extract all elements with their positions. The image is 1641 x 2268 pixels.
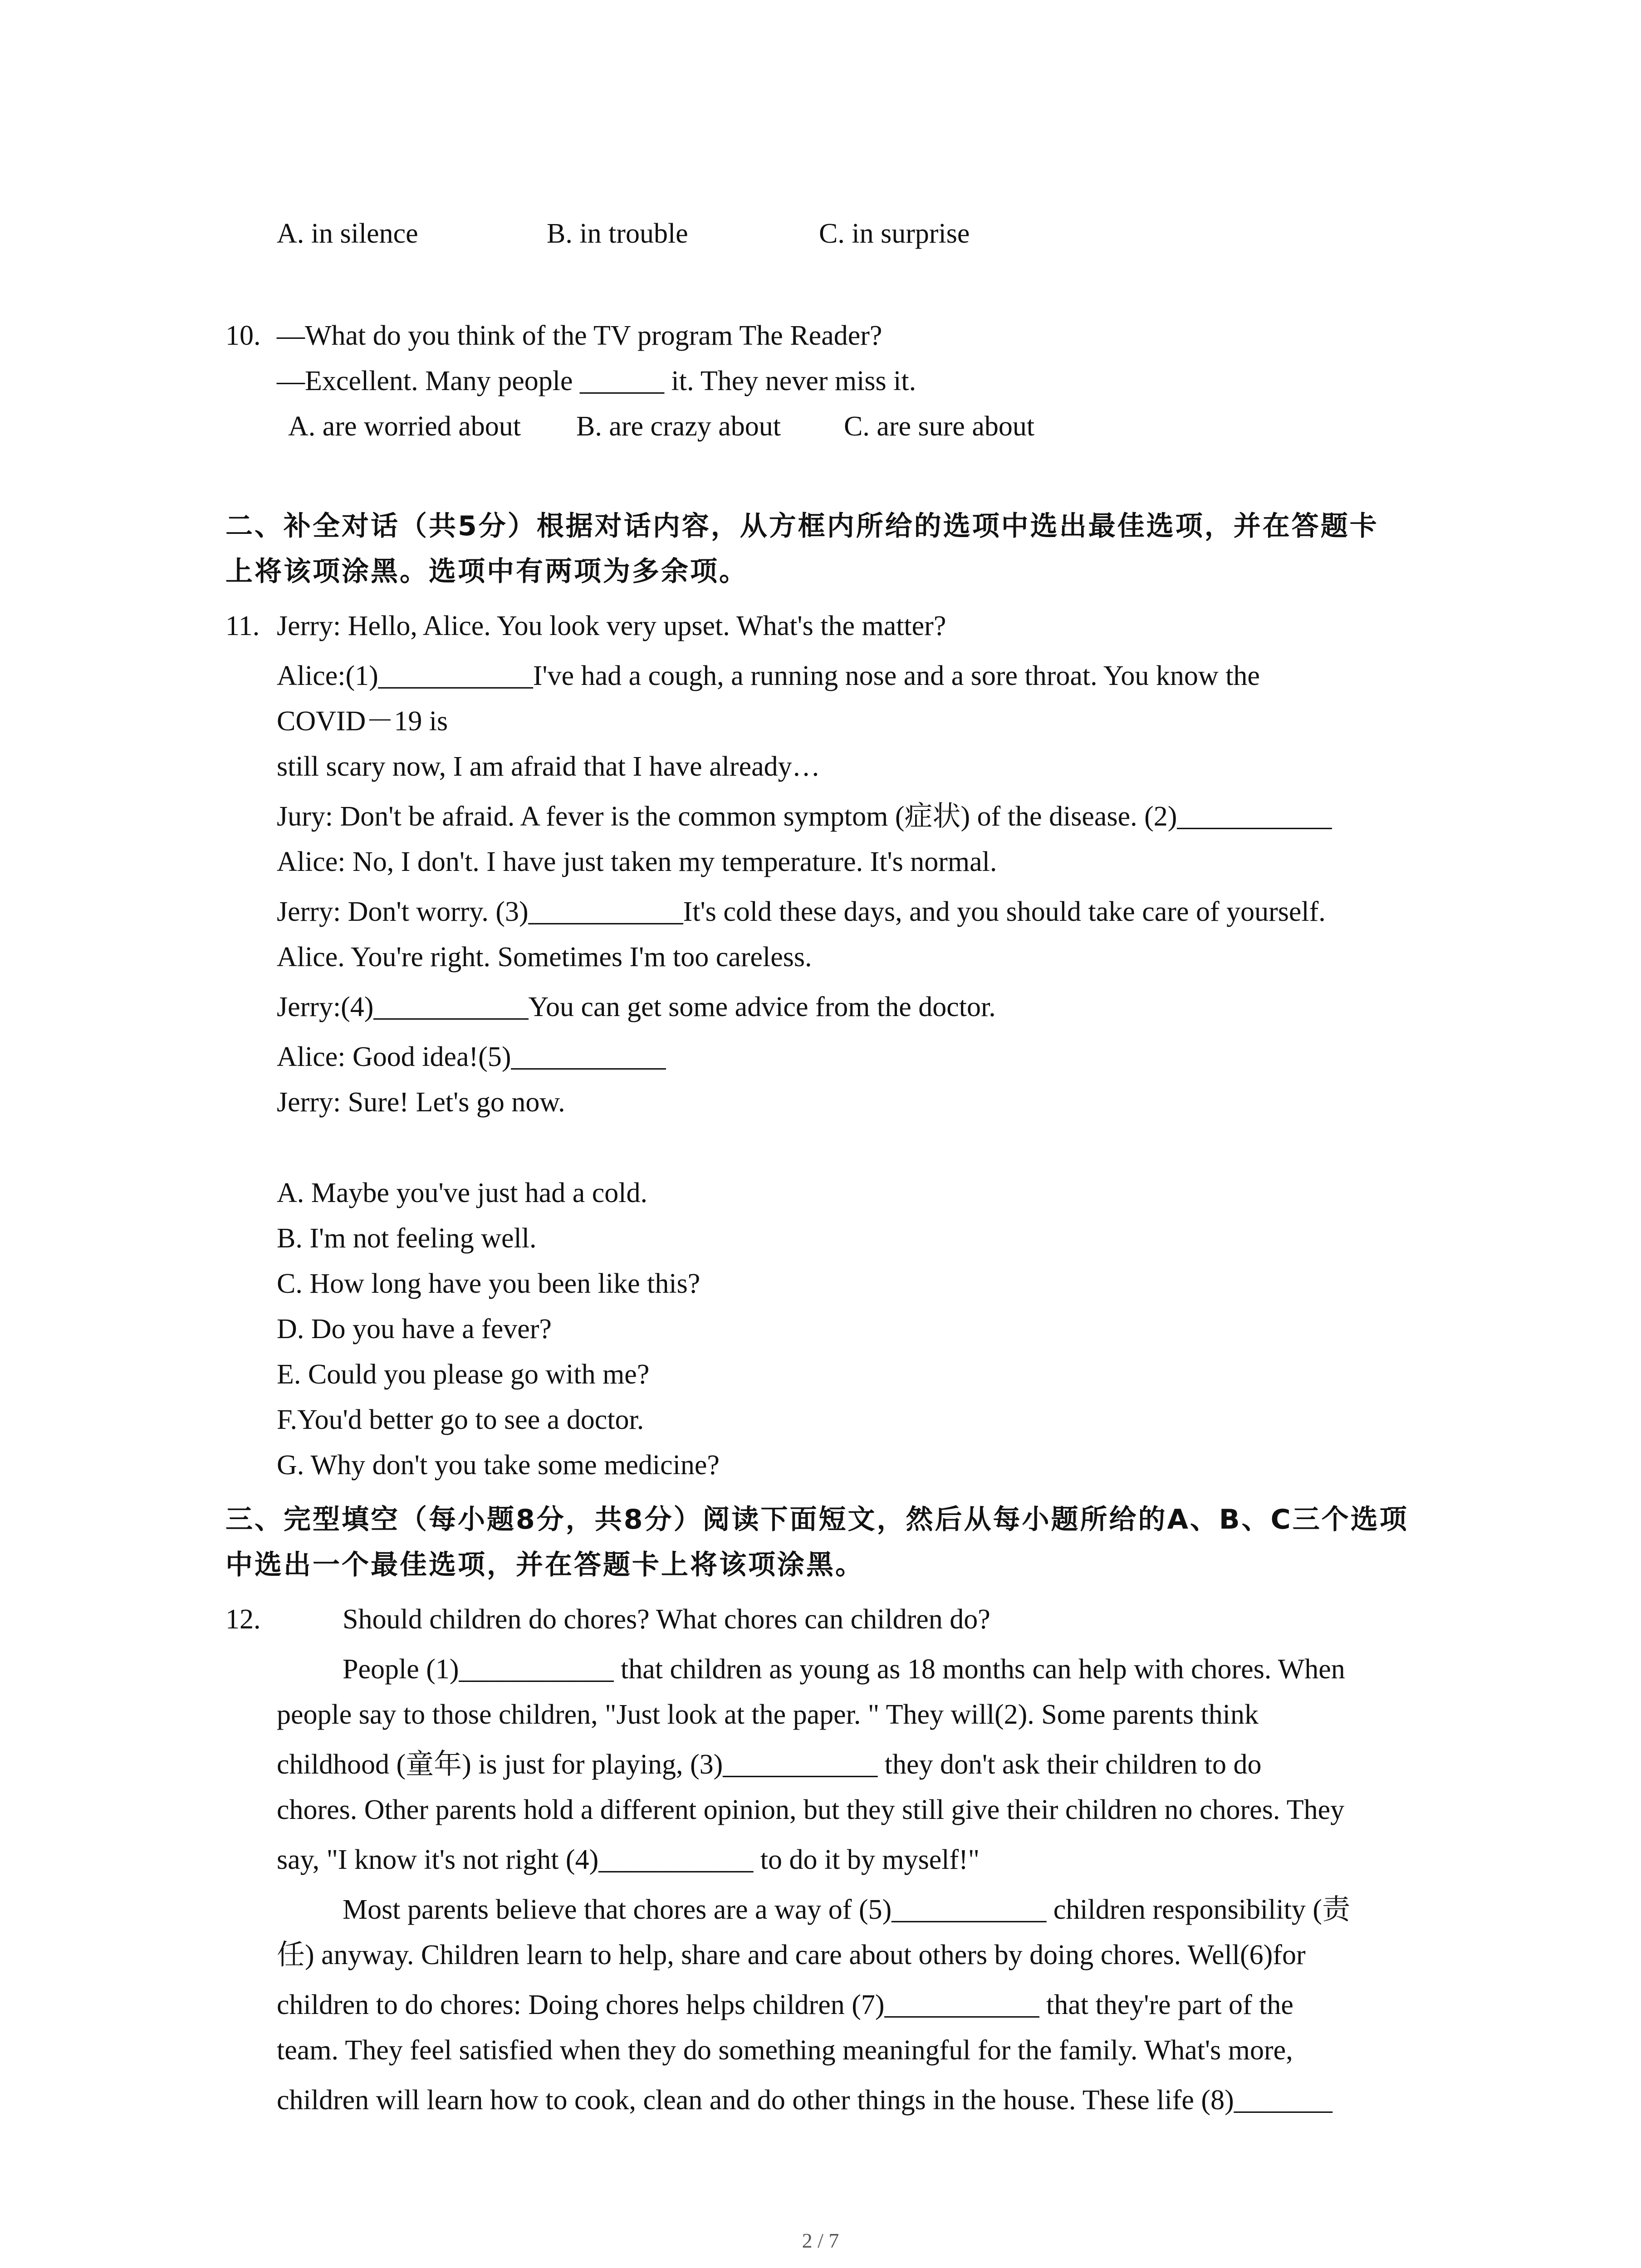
q11-dialogue-line: COVID－19 is <box>277 706 448 737</box>
q11-choice-d: D. Do you have a fever? <box>277 1314 552 1344</box>
q12-passage-line: children to do chores: Doing chores helps children (7)___________ that they're part of the <box>277 1989 1293 2020</box>
q11-dialogue-line: Jerry: Don't worry. (3)___________It's cold these days, and you should take care of yourself. <box>277 896 1326 927</box>
q11-dialogue-line: Alice:(1)___________I've had a cough, a running nose and a sore throat. You know the <box>277 660 1260 691</box>
q12-passage-line: children will learn how to cook, clean and do other things in the house. These life (8)_______ <box>277 2085 1332 2116</box>
q12-title: Should children do chores? What chores can children do? <box>343 1604 990 1635</box>
q11-choice-e: E. Could you please go with me? <box>277 1359 650 1390</box>
q11-dialogue-line: Jury: Don't be afraid. A fever is the common symptom (症状) of the disease. (2)___________ <box>277 801 1332 832</box>
q12-passage-line: childhood (童年) is just for playing, (3)___________ they don't ask their children to do <box>277 1749 1262 1780</box>
page-number: 2 / 7 <box>802 2229 839 2252</box>
q9-option-a: A. in silence <box>277 218 418 249</box>
q11-dialogue-line: Alice: No, I don't. I have just taken my temperature. It's normal. <box>277 846 997 877</box>
q12-passage-line: Most parents believe that chores are a way of (5)___________ children responsibility (责 <box>343 1894 1351 1925</box>
q12-passage-line: say, "I know it's not right (4)___________ to do it by myself!" <box>277 1844 980 1875</box>
q10-line-2: —Excellent. Many people ______ it. They never miss it. <box>277 366 916 396</box>
q11-dialogue-line: Jerry: Hello, Alice. You look very upset. What's the matter? <box>277 611 946 641</box>
section3-heading-line-2: 中选出一个最佳选项，并在答题卡上将该项涂黑。 <box>225 1549 864 1581</box>
section2-heading-line-1: 二、补全对话（共5分）根据对话内容，从方框内所给的选项中选出最佳选项，并在答题卡 <box>225 510 1379 542</box>
q11-dialogue-line: Alice. You're right. Sometimes I'm too careless. <box>277 942 812 973</box>
q10-option-a: A. are worried about <box>288 411 521 442</box>
q9-option-b: B. in trouble <box>547 218 688 249</box>
q10-line-1: —What do you think of the TV program The Reader? <box>277 320 882 351</box>
q11-choice-a: A. Maybe you've just had a cold. <box>277 1178 647 1208</box>
q11-choice-c: C. How long have you been like this? <box>277 1268 700 1299</box>
q11-choice-b: B. I'm not feeling well. <box>277 1223 537 1254</box>
q12-passage-line: people say to those children, "Just look at the paper. " They will(2). Some parents think <box>277 1699 1259 1730</box>
q12-passage-line: 任) anyway. Children learn to help, share and care about others by doing chores. Well(6)for <box>277 1940 1306 1970</box>
q9-option-c: C. in surprise <box>819 218 970 249</box>
q11-dialogue-line: still scary now, I am afraid that I have already… <box>277 751 820 782</box>
q12-passage-line: People (1)___________ that children as young as 18 months can help with chores. When <box>343 1654 1345 1685</box>
q11-number: 11. <box>225 611 260 641</box>
q10-option-c: C. are sure about <box>844 411 1035 442</box>
q11-choice-f: F.You'd better go to see a doctor. <box>277 1404 644 1435</box>
section3-heading-line-1: 三、完型填空（每小题8分，共8分）阅读下面短文，然后从每小题所给的A、B、C三个选项 <box>225 1504 1409 1535</box>
q11-dialogue-line: Jerry:(4)___________You can get some advice from the doctor. <box>277 992 996 1022</box>
q12-number: 12. <box>225 1604 261 1635</box>
q12-passage-line: team. They feel satisfied when they do something meaningful for the family. What's more, <box>277 2035 1293 2066</box>
q12-passage-line: chores. Other parents hold a different opinion, but they still give their children no chores. They <box>277 1794 1345 1825</box>
q11-choice-g: G. Why don't you take some medicine? <box>277 1450 720 1481</box>
q11-dialogue-line: Alice: Good idea!(5)___________ <box>277 1041 666 1072</box>
q10-option-b: B. are crazy about <box>576 411 781 442</box>
q11-dialogue-line: Jerry: Sure! Let's go now. <box>277 1087 565 1118</box>
section2-heading-line-2: 上将该项涂黑。选项中有两项为多余项。 <box>225 556 748 587</box>
q10-number: 10. <box>225 320 261 351</box>
